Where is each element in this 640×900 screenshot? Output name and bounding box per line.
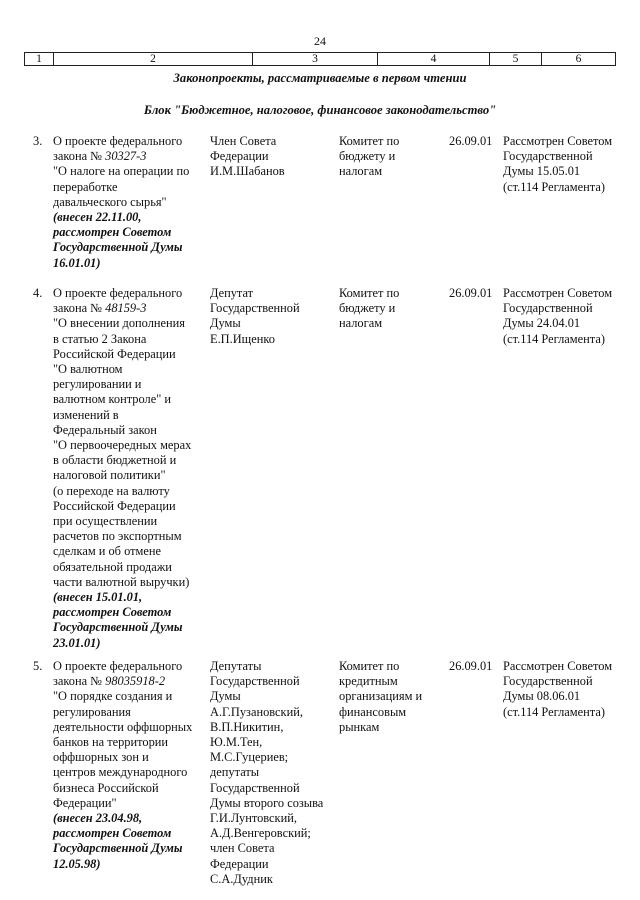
committee [339, 659, 439, 735]
bill-meta-line: Государственной Думы [53, 620, 183, 635]
initiator-line: Г.И.Лунтовский, [210, 811, 297, 826]
bill-title-line: налоговой политики" [53, 468, 166, 483]
row-number: 3. [33, 134, 43, 148]
bill-meta-line: (внесен 15.01.01, [53, 590, 143, 605]
bill-meta-line: рассмотрен Советом [53, 826, 172, 841]
status-line: Думы 24.04.01 [503, 316, 581, 331]
bill-title-line: при осуществлении [53, 514, 158, 529]
bill-meta-line: 23.01.01) [53, 635, 101, 650]
status-line: (ст.114 Регламента) [503, 179, 605, 194]
committee-line: бюджету и [339, 301, 396, 316]
initiator-line: Думы [210, 689, 241, 704]
initiator-line: Член Совета [210, 134, 277, 148]
initiator-line: Е.П.Ищенко [210, 331, 275, 346]
bill-title-line: деятельности оффшорных [53, 719, 193, 734]
bill-title-line: части валютной выручки) [53, 574, 190, 589]
status-line: Государственной [503, 301, 593, 316]
bill-title-line: переработке [53, 179, 118, 194]
bill-number-prefix: закона № [53, 674, 106, 689]
initiator-line: Думы второго созыва [210, 795, 324, 810]
committee [339, 286, 439, 332]
initiator-line: депутаты [210, 765, 260, 780]
initiator-line: А.Д.Венгеровский; [210, 826, 311, 841]
bill-meta-line: рассмотрен Советом [53, 605, 172, 620]
bill-title-line: Российской Федерации [53, 498, 176, 513]
committee-line: налогам [339, 164, 383, 179]
initiator-line: Думы [210, 316, 241, 331]
bill-number-prefix: закона № [53, 149, 106, 164]
bill-meta-line: Государственной Думы [53, 841, 183, 856]
column-header-1: 1 [25, 53, 54, 65]
bill-title-line: "О внесении дополнения [53, 316, 185, 331]
initiator-line: С.А.Дудник [210, 871, 273, 886]
committee-line: рынкам [339, 719, 380, 734]
bill-title-line: расчетов по экспортным [53, 529, 182, 544]
committee-line: кредитным [339, 674, 398, 689]
row-number: 4. [33, 286, 43, 300]
initiator-line: В.П.Никитин, [210, 719, 284, 734]
bill-intro: О проекте федерального [53, 286, 183, 300]
bill-title-line: валютном контроле" и [53, 392, 171, 407]
status [503, 286, 623, 347]
bill-number: 30327-3 [105, 149, 147, 164]
committee [339, 134, 439, 180]
initiator-line: Государственной [210, 301, 300, 316]
bill-number: 48159-3 [105, 301, 147, 316]
bill-meta-line: (внесен 22.11.00, [53, 210, 142, 225]
block-title: Блок "Бюджетное, налоговое, финансовое законодательство" [143, 103, 497, 117]
status-line: Государственной [503, 149, 593, 164]
page-number: 24 [314, 34, 326, 48]
initiator [210, 134, 334, 180]
committee-line: организациям и [339, 689, 423, 704]
bill-title-line: банков на территории [53, 735, 169, 750]
column-header-3: 3 [253, 53, 378, 65]
status-line: (ст.114 Регламента) [503, 704, 605, 719]
bill-title-line: оффшорных зон и [53, 750, 149, 765]
bill-title-line: в области бюджетной и [53, 453, 177, 468]
bill-title-line: изменений в [53, 407, 119, 422]
date: 26.09.01 [449, 659, 493, 673]
committee-line: Комитет по [339, 286, 400, 300]
bill-title-line: бизнеса Российской [53, 780, 159, 795]
bill-title-line: "О валютном [53, 362, 123, 377]
bill-meta-line: 12.05.98) [53, 856, 101, 871]
bill-title-line: (о переходе на валюту [53, 483, 170, 498]
date: 26.09.01 [449, 134, 493, 148]
status-line: Думы 15.05.01 [503, 164, 581, 179]
bill-title-line: регулирования [53, 704, 131, 719]
initiator-line: М.С.Гуцериев; [210, 750, 289, 765]
bill-intro: О проекте федерального [53, 134, 183, 148]
bill-description [53, 286, 203, 651]
column-header-5: 5 [490, 53, 542, 65]
status-line: Рассмотрен Советом [503, 286, 613, 300]
bill-title-line: "О налоге на операции по [53, 164, 190, 179]
bill-title-line: Федерации" [53, 795, 117, 810]
committee-line: налогам [339, 316, 383, 331]
initiator [210, 286, 334, 347]
bill-meta-line: 16.01.01) [53, 255, 101, 270]
status-line: (ст.114 Регламента) [503, 331, 605, 346]
bill-title-line: регулировании и [53, 377, 142, 392]
bill-title-line: "О порядке создания и [53, 689, 173, 704]
column-header-6: 6 [575, 53, 582, 65]
initiator-line: Федерации [210, 149, 269, 164]
bill-title-line: Федеральный закон [53, 422, 157, 437]
date: 26.09.01 [449, 286, 493, 300]
bill-title-line: "О первоочередных мерах [53, 438, 192, 453]
section-title: Законопроекты, рассматриваемые в первом чтении [173, 71, 467, 85]
bill-title-line: обязательной продажи [53, 559, 172, 574]
bill-number-prefix: закона № [53, 301, 106, 316]
initiator-line: Депутаты [210, 659, 262, 673]
initiator [210, 659, 334, 887]
committee-line: бюджету и [339, 149, 396, 164]
bill-title-line: центров международного [53, 765, 188, 780]
column-header-4: 4 [378, 53, 490, 65]
bill-title-line: сделкам и об отмене [53, 544, 162, 559]
status [503, 659, 623, 720]
committee-line: Комитет по [339, 134, 400, 148]
initiator-line: Государственной [210, 780, 300, 795]
initiator-line: Государственной [210, 674, 300, 689]
bill-number-line [53, 301, 203, 316]
bill-number-line [53, 674, 203, 689]
bill-title-line: давальческого сырья" [53, 194, 167, 209]
column-header-2: 2 [54, 53, 253, 65]
bill-meta-line: Государственной Думы [53, 240, 183, 255]
bill-intro: О проекте федерального [53, 659, 183, 673]
initiator-line: Ю.М.Тен, [210, 735, 263, 750]
committee-line: Комитет по [339, 659, 400, 673]
committee-line: финансовым [339, 704, 407, 719]
status-line: Рассмотрен Советом [503, 659, 613, 673]
bill-number-line [53, 149, 203, 164]
bill-title-line: Российской Федерации [53, 346, 176, 361]
status-line: Рассмотрен Советом [503, 134, 613, 148]
status-line: Думы 08.06.01 [503, 689, 581, 704]
row-number: 5. [33, 659, 43, 673]
initiator-line: И.М.Шабанов [210, 164, 285, 179]
bill-description [53, 659, 203, 872]
column-header-row [24, 52, 616, 66]
status [503, 134, 623, 195]
status-line: Государственной [503, 674, 593, 689]
initiator-line: Депутат [210, 286, 254, 300]
initiator-line: А.Г.Пузановский, [210, 704, 303, 719]
initiator-line: член Совета [210, 841, 275, 856]
bill-description [53, 134, 203, 271]
bill-meta-line: рассмотрен Советом [53, 225, 172, 240]
bill-meta-line: (внесен 23.04.98, [53, 811, 143, 826]
bill-title-line: в статью 2 Закона [53, 331, 147, 346]
bill-number: 98035918-2 [105, 674, 166, 689]
initiator-line: Федерации [210, 856, 269, 871]
